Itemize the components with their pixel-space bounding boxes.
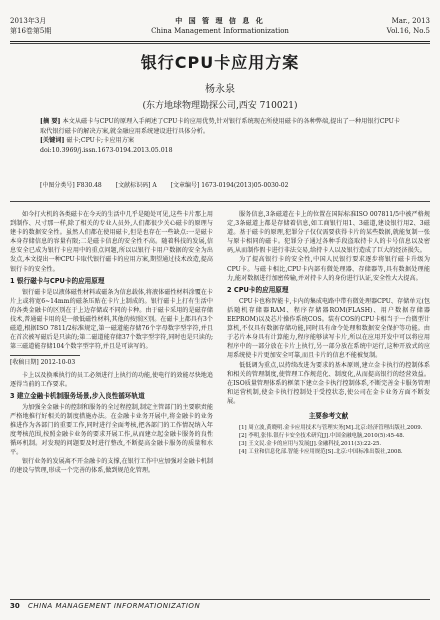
affiliation: (东方地球物理勘探公司,西安 710021) bbox=[142, 101, 298, 111]
page-footer bbox=[10, 602, 430, 610]
paragraph: 如今打火机的各类磁卡在今天的生活中几乎是随处可见,这些卡片那上用到制作、尺寸那一样,除了相关的专业人员外,人们都很少关心磁卡的原理与建卡的数据安全性。虽然人们都在使用磁卡,但是也存在一些缺点:一是磁卡本身存储信息的容量有限;二是磁卡信息的安全性不高。随着科技的发展,信息安全已成为银行卡应用中的重点问题,所以以银行卡用户数据的安全为出发点,本文提出一种CPU卡取代银行磁卡的应用方案,期望通过技术改造,提高银行卡的安全性。 bbox=[10, 211, 213, 273]
paragraph: 为加强全金融卡的控制和服务的全过程控制,制定主管部门的主要职责能严格地推行好相关的制度措施办法。在金融卡业务开展中,将金融卡的业务推进作为各部门的重要工作,同时进行全面考核,把各部门的工作情况纳入年度考核范围,按照金融卡业务的要求开展工作,从而建立起金融卡服务的良性循环机制。对发现的问题要及时进行整改,不断提高金融卡服务的质量和水平。 bbox=[10, 403, 213, 457]
section-heading: 2 CPU卡的应用原理 bbox=[227, 285, 289, 294]
abstract bbox=[40, 117, 400, 155]
header-right: Mar., 2013 Vol.16, No.5 bbox=[386, 17, 430, 35]
paragraph: 低低调为重点,以持续改进为要求的基本原则,建立金卡执行的控制体系和相关的管理制度,使管理工作规范化、制度化,从而提高银行的经营效益。在ISO质量管理体系的框架下建立金卡执行控制体系,不断完善金卡服务管理和运营机制,使金卡执行控制处于受控状态,使公司在金卡业务方面不断发展。 bbox=[227, 361, 430, 405]
header-rule-thin bbox=[10, 43, 430, 44]
keywords: 磁卡;CPU卡;卡应用方案 bbox=[66, 137, 135, 144]
classification-meta bbox=[40, 181, 400, 190]
article-number: [文章编号] 1673-0194(2013)05-0030-02 bbox=[170, 182, 289, 189]
section-heading: 1 银行磁卡与CPU卡的应用原理 bbox=[10, 276, 105, 285]
abstract-label: [摘 要] bbox=[40, 118, 61, 125]
references-title: 主要参考文献 bbox=[308, 411, 349, 420]
reference-item: [1] 周立波,黄晓明.金卡应用技术与管理实务[M].北京:经济管理出版社,2009. bbox=[239, 425, 423, 432]
header-left: 2013年3月 第16卷第5期 bbox=[10, 17, 52, 35]
reference-item: [4] 工业和信息化部.智能卡应用规范[S].北京:中国标准出版社,2008. bbox=[239, 449, 403, 456]
document-code: [文献标识码] A bbox=[115, 182, 157, 189]
paragraph: 为了提高银行卡的安全性,中国人民银行要求逐步将银行磁卡升级为CPU卡。与磁卡相比,CPU卡内部有微处理器、存储器等,具有数据处理能力,能对数据进行加密传输,并对持卡人的身份进行认证,安全性大大提高。 bbox=[227, 256, 430, 282]
keywords-label: [关键词] bbox=[40, 137, 65, 144]
reference-item: [2] 李明,张伟.银行卡安全技术研究[J].中国金融电脑,2010(5):45-48. bbox=[239, 433, 405, 440]
paragraph: CPU卡也称智能卡,卡内的集成电路中带有微处理器CPU、存储单元(包括随机存储器RAM、程序存储器ROM(FLASH)、用户数据存储器EEPROM)以及芯片操作系统COS。装有COS的CPU卡相当于一台微型计算机,不仅具有数据存储功能,同时具有命令处理和数据安全保护等功能。由于芯片本身具有计算能力,程序能够读写卡片,所以在应用开发中可以将应用程序中的一部分放在卡片上执行,另一部分放在系统中运行,这种开放式的应用系统使卡片更加安全可靠,而且卡片的信息不能被复制。 bbox=[227, 297, 430, 360]
right-column bbox=[227, 210, 430, 456]
author: 杨永泉 bbox=[205, 84, 235, 95]
page-number: 30 bbox=[10, 602, 20, 610]
body-rule bbox=[10, 201, 430, 202]
paragraph: 卡上以及换乘执行的员工必须进行上执行的功能,使电行的效能尽快地追逐得当前的工作要求。 bbox=[10, 371, 213, 388]
journal-name-cn: 中 国 管 理 信 息 化 bbox=[175, 16, 265, 25]
article-title: 银行CPU卡应用方案 bbox=[140, 53, 300, 72]
journal-name-en: China Management Informationization bbox=[151, 27, 289, 35]
reference-item: [3] 王文民.金卡的应用与发展[J].金融科技,2011(3):22-25. bbox=[239, 441, 382, 448]
section-heading: 3 建立金融卡机制服务场景,步入良性循环轨道 bbox=[10, 391, 145, 400]
header-center bbox=[10, 16, 430, 36]
left-column bbox=[10, 210, 213, 476]
clc-number: [中图分类号] F830.48 bbox=[40, 182, 102, 189]
received-date: [收稿日期] 2012-10-03 bbox=[10, 355, 80, 367]
paragraph: 银行磁卡是以液体磁性材料或磁条为信息载体,将液体磁性材料涂覆在卡片上或将宽6~14mm的磁条压贴在卡片上制成的。银行磁卡上打有生活中的各类金融卡的区别在于上边存储或不同的卡种。由于磁卡采用的是磁存储技术,普通磁卡用的是一般低磁性材料,其他的按照区别。在磁卡上都具有3个磁道,根据ISO 7811/2标准规定,第一磁道能存储76个字母数字型字符,并且在首次被写磁后是只读的;第二磁道能存储37个数字型字符,同时也是只读的;第三磁道能存储104个数字型字符,并且是可读写的。 bbox=[10, 288, 213, 351]
footer-journal: CHINA MANAGEMENT INFORMATIONIZATION bbox=[27, 602, 201, 610]
paragraph: 服务信息,3条磁道在卡上的位置在国际标准ISO 007811/5中被严格规定,3条磁道上都是存储着信息,如工商银行用1、3磁道,建设银行用2、3磁道。基于磁卡的原理,犯罪分子仅仅需要获得卡片的某些数据,就能复制一张与原卡相同的磁卡。犯罪分子通过各种手段盗取持卡人的卡号信息以及密码,从而制作假卡进行非法交易,给持卡人以及银行造成了巨大的经济损失。 bbox=[227, 211, 430, 255]
footer-rule bbox=[10, 599, 430, 600]
header-rule bbox=[10, 41, 430, 42]
abstract-text: 本文从磁卡与CPU的原理入手阐述了CPU卡的应用优势,针对银行系统现在所使用磁卡的各种弊端,提出了一种用银行CPU卡取代银行磁卡的解决方案,就金融应用系统建设进行具体分析。 bbox=[40, 118, 400, 135]
doi: doi:10.3969/j.issn.1673-0194.2013.05.018 bbox=[40, 146, 173, 154]
running-header bbox=[10, 16, 430, 42]
paragraph: 银行业务的发展离不开金融卡的支撑,在银行工作中应加强对金融卡机制的建设与管理,形成一个完善的体系,做到规范化管理。 bbox=[10, 458, 213, 475]
